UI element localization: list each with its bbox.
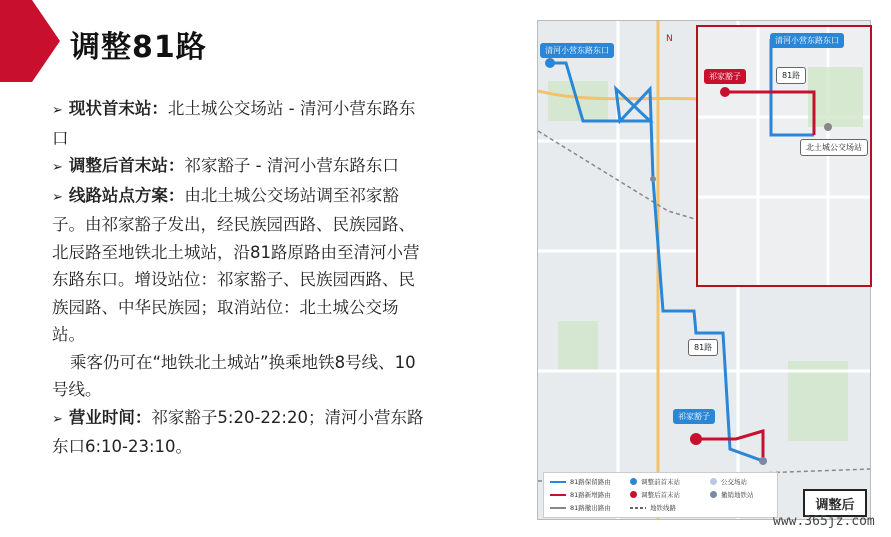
after-adjustment-badge: 调整后 bbox=[803, 489, 867, 517]
legend-item: 撤销地铁站 bbox=[710, 490, 754, 499]
transfer-note: 乘客仍可在“地铁北土城站”换乘地铁8号线、10号线。 bbox=[52, 352, 416, 399]
operating-hours: ➢ 营业时间：祁家豁子5:20-22:20；清河小营东路东口6:10-23:10。 bbox=[52, 407, 424, 456]
legend-item: 调整后首末站 bbox=[630, 490, 680, 499]
inset-route-label: 81路 bbox=[776, 67, 806, 84]
bullet-arrow-icon: ➢ bbox=[52, 189, 63, 205]
new-terminal-marker bbox=[690, 433, 702, 445]
current-terminals: ➢ 现状首末站：北土城公交场站 - 清河小营东路东口 bbox=[52, 99, 416, 148]
main-top-stop-label: 清河小营东路东口 bbox=[540, 43, 614, 58]
legend-item: 公交场站 bbox=[710, 477, 747, 486]
map-legend bbox=[543, 472, 778, 518]
legend-item: 调整前首末站 bbox=[630, 477, 680, 486]
old-terminal-marker bbox=[545, 58, 555, 68]
page-title: 调整81路 bbox=[70, 30, 207, 65]
inset-new-terminal-marker bbox=[720, 87, 730, 97]
route-description bbox=[52, 95, 424, 461]
north-arrow-icon: N bbox=[666, 34, 673, 44]
legend-item: 地铁线路 bbox=[630, 503, 676, 512]
watermark: www.365jz.com bbox=[773, 514, 875, 529]
inset-map-background bbox=[698, 27, 870, 285]
legend-item: 81路保留路由 bbox=[550, 477, 611, 486]
inset-new-stop-label: 祁家豁子 bbox=[704, 69, 746, 84]
bullet-arrow-icon: ➢ bbox=[52, 160, 63, 175]
inset-old-terminal-marker bbox=[824, 123, 832, 131]
legend-item: 81路撤出路由 bbox=[550, 503, 611, 512]
inset-top-label: 清河小营东路东口 bbox=[770, 33, 844, 48]
inset-map bbox=[696, 25, 872, 287]
inset-old-stop-label: 北土城公交场站 bbox=[800, 139, 868, 156]
subway-stop-icon bbox=[759, 457, 767, 465]
bullet-arrow-icon: ➢ bbox=[52, 411, 63, 427]
title-accent-triangle bbox=[0, 0, 60, 82]
legend-item: 81路新增路由 bbox=[550, 490, 611, 499]
main-new-stop-label: 祁家豁子 bbox=[673, 409, 715, 424]
route-plan: ➢ 线路站点方案：由北土城公交场站调至祁家豁子。由祁家豁子发出，经民族园西路、民族园路、北辰路至地铁北土城站，沿81路原路由至清河小营东路东口。增设站位：祁家豁子、民族园西路、民族园路、中华民族园；取消站位：北土城公交场站。 bbox=[52, 185, 420, 344]
route-label: 81路 bbox=[688, 339, 718, 356]
bullet-arrow-icon: ➢ bbox=[52, 103, 63, 118]
adjusted-terminals: ➢ 调整后首末站：祁家豁子 - 清河小营东路东口 bbox=[52, 156, 399, 175]
